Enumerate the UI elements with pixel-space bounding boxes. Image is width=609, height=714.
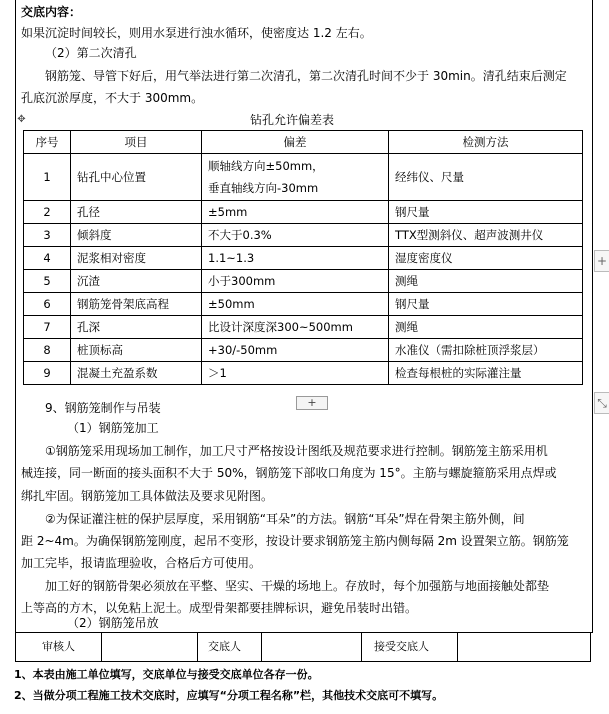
paragraph-line: 钢筋笼、导管下好后，用气举法进行第二次清孔，第二次清孔时间不少于 30min。清孔结束后测定 <box>45 69 567 83</box>
header-cell: 检测方法 <box>389 131 583 154</box>
paragraph-line: 如果沉淀时间较长，则用水泵进行浊水循环，使密度达 1.2 左右。 <box>21 26 372 40</box>
row-deviation: 小于300mm <box>202 270 389 293</box>
row-method: 经纬仪、尺量 <box>389 154 583 201</box>
row-number: 3 <box>24 224 71 247</box>
row-method: 水准仪（需扣除桩顶浮浆层） <box>389 339 583 362</box>
paragraph-line: 上等高的方木，以免粘上泥土。成型骨架都要挂牌标识，避免吊装时出错。 <box>21 601 418 615</box>
discloser-label: 交底人 <box>208 640 241 653</box>
table-row <box>24 270 583 293</box>
row-number: 1 <box>24 154 71 201</box>
row-deviation: 不大于0.3% <box>202 224 389 247</box>
row-number: 5 <box>24 270 71 293</box>
row-method: TTX型测斜仪、超声波测井仪 <box>389 224 583 247</box>
table-row <box>24 247 583 270</box>
row-item: 钻孔中心位置 <box>71 154 202 201</box>
reviewer-label-cell <box>16 632 102 661</box>
row-method: 钢尺量 <box>389 293 583 316</box>
row-deviation: ±5mm <box>202 201 389 224</box>
header-cell: 项目 <box>71 131 202 154</box>
receiver-label-cell <box>362 632 458 661</box>
receiver-label: 接受交底人 <box>374 640 429 653</box>
table-row <box>24 224 583 247</box>
discloser-value-cell[interactable] <box>262 632 362 661</box>
row-item: 孔径 <box>71 201 202 224</box>
paragraph-line: 距 2~4m。为确保钢筋笼刚度，起吊不变形，按设计要求钢筋笼主筋内侧每隔 2m 设置架立筋。钢筋笼 <box>21 534 569 548</box>
subsection-heading: （2）钢筋笼吊放 <box>67 616 159 630</box>
footnote: 1、本表由施工单位填写，交底单位与接受交底单位各存一份。 <box>14 668 319 681</box>
side-add-button[interactable] <box>594 250 609 272</box>
deviation-line: 垂直轴线方向-30mm <box>208 181 319 195</box>
plus-icon: + <box>596 254 608 268</box>
table-header-row <box>24 131 583 154</box>
table-row <box>24 201 583 224</box>
row-deviation: ＞1 <box>202 362 389 385</box>
row-deviation: 1.1~1.3 <box>202 247 389 270</box>
row-number: 6 <box>24 293 71 316</box>
row-item: 孔深 <box>71 316 202 339</box>
row-item: 混凝土充盈系数 <box>71 362 202 385</box>
table-row <box>24 316 583 339</box>
row-number: 9 <box>24 362 71 385</box>
footnote: 2、当做分项工程施工技术交底时，应填写“分项工程名称”栏，其他技术交底可不填写。 <box>14 689 444 702</box>
row-method: 钢尺量 <box>389 201 583 224</box>
row-number: 7 <box>24 316 71 339</box>
row-number: 2 <box>24 201 71 224</box>
header-cell: 序号 <box>24 131 71 154</box>
header-cell: 偏差 <box>202 131 389 154</box>
row-item: 倾斜度 <box>71 224 202 247</box>
discloser-label-cell <box>198 632 262 661</box>
paragraph-line: 绑扎牢固。钢筋笼加工具体做法及要求见附图。 <box>21 489 274 503</box>
add-row-button[interactable] <box>296 396 328 410</box>
row-item: 沉渣 <box>71 270 202 293</box>
row-deviation: ±50mm <box>202 293 389 316</box>
paragraph-line: 孔底沉淤厚度，不大于 300mm。 <box>21 91 204 105</box>
reviewer-value-cell[interactable] <box>102 632 198 661</box>
table-row <box>24 293 583 316</box>
section-heading: 交底内容： <box>21 5 82 19</box>
row-method: 测绳 <box>389 270 583 293</box>
row-number: 8 <box>24 339 71 362</box>
table-row <box>24 362 583 385</box>
deviation-table <box>23 130 583 385</box>
paragraph-line: 加工完毕，报请监理验收，合格后方可使用。 <box>21 556 262 570</box>
reviewer-label: 审核人 <box>42 640 75 653</box>
paragraph-line: 加工好的钢筋骨架必须放在平整、坚实、干燥的场地上。存放时，每个加强筋与地面接触处都垫 <box>45 579 550 593</box>
signature-row <box>15 632 591 662</box>
paragraph-line: ①钢筋笼采用现场加工制作，加工尺寸严格按设计图纸及规范要求进行控制。钢筋笼主筋采用机 <box>45 444 548 458</box>
receiver-value-cell[interactable] <box>458 632 591 661</box>
row-method: 检查每根桩的实际灌注量 <box>389 362 583 385</box>
subsection-heading: （1）钢筋笼加工 <box>67 421 159 435</box>
table-row <box>24 154 583 201</box>
move-handle-icon[interactable]: ✥ <box>17 114 26 125</box>
deviation-line: 顺轴线方向±50mm， <box>208 159 324 173</box>
row-method: 湿度密度仪 <box>389 247 583 270</box>
side-resize-button[interactable] <box>594 392 609 414</box>
plus-icon: + <box>307 396 317 409</box>
paragraph-line: 械连接，同一断面的接头面积不大于 50%，钢筋笼下部收口角度为 15°。主筋与螺旋箍筋采用点焊或 <box>21 466 557 480</box>
row-item: 泥浆相对密度 <box>71 247 202 270</box>
row-deviation: 比设计深度深300~500mm <box>202 316 389 339</box>
row-item: 钢筋笼骨架底高程 <box>71 293 202 316</box>
subsection-heading: （2）第二次清孔 <box>45 46 137 60</box>
row-deviation <box>202 154 389 201</box>
paragraph-line: ②为保证灌注桩的保护层厚度，采用钢筋“耳朵”的方法。钢筋“耳朵”焊在骨架主筋外侧，间 <box>45 512 525 526</box>
row-method: 测绳 <box>389 316 583 339</box>
row-number: 4 <box>24 247 71 270</box>
row-item: 桩顶标高 <box>71 339 202 362</box>
table-row <box>24 339 583 362</box>
row-deviation: +30/-50mm <box>202 339 389 362</box>
resize-icon: ⤡ <box>597 396 607 410</box>
table-title: 钻孔允许偏差表 <box>250 113 335 127</box>
section-heading: 9、钢筋笼制作与吊装 <box>45 401 161 415</box>
